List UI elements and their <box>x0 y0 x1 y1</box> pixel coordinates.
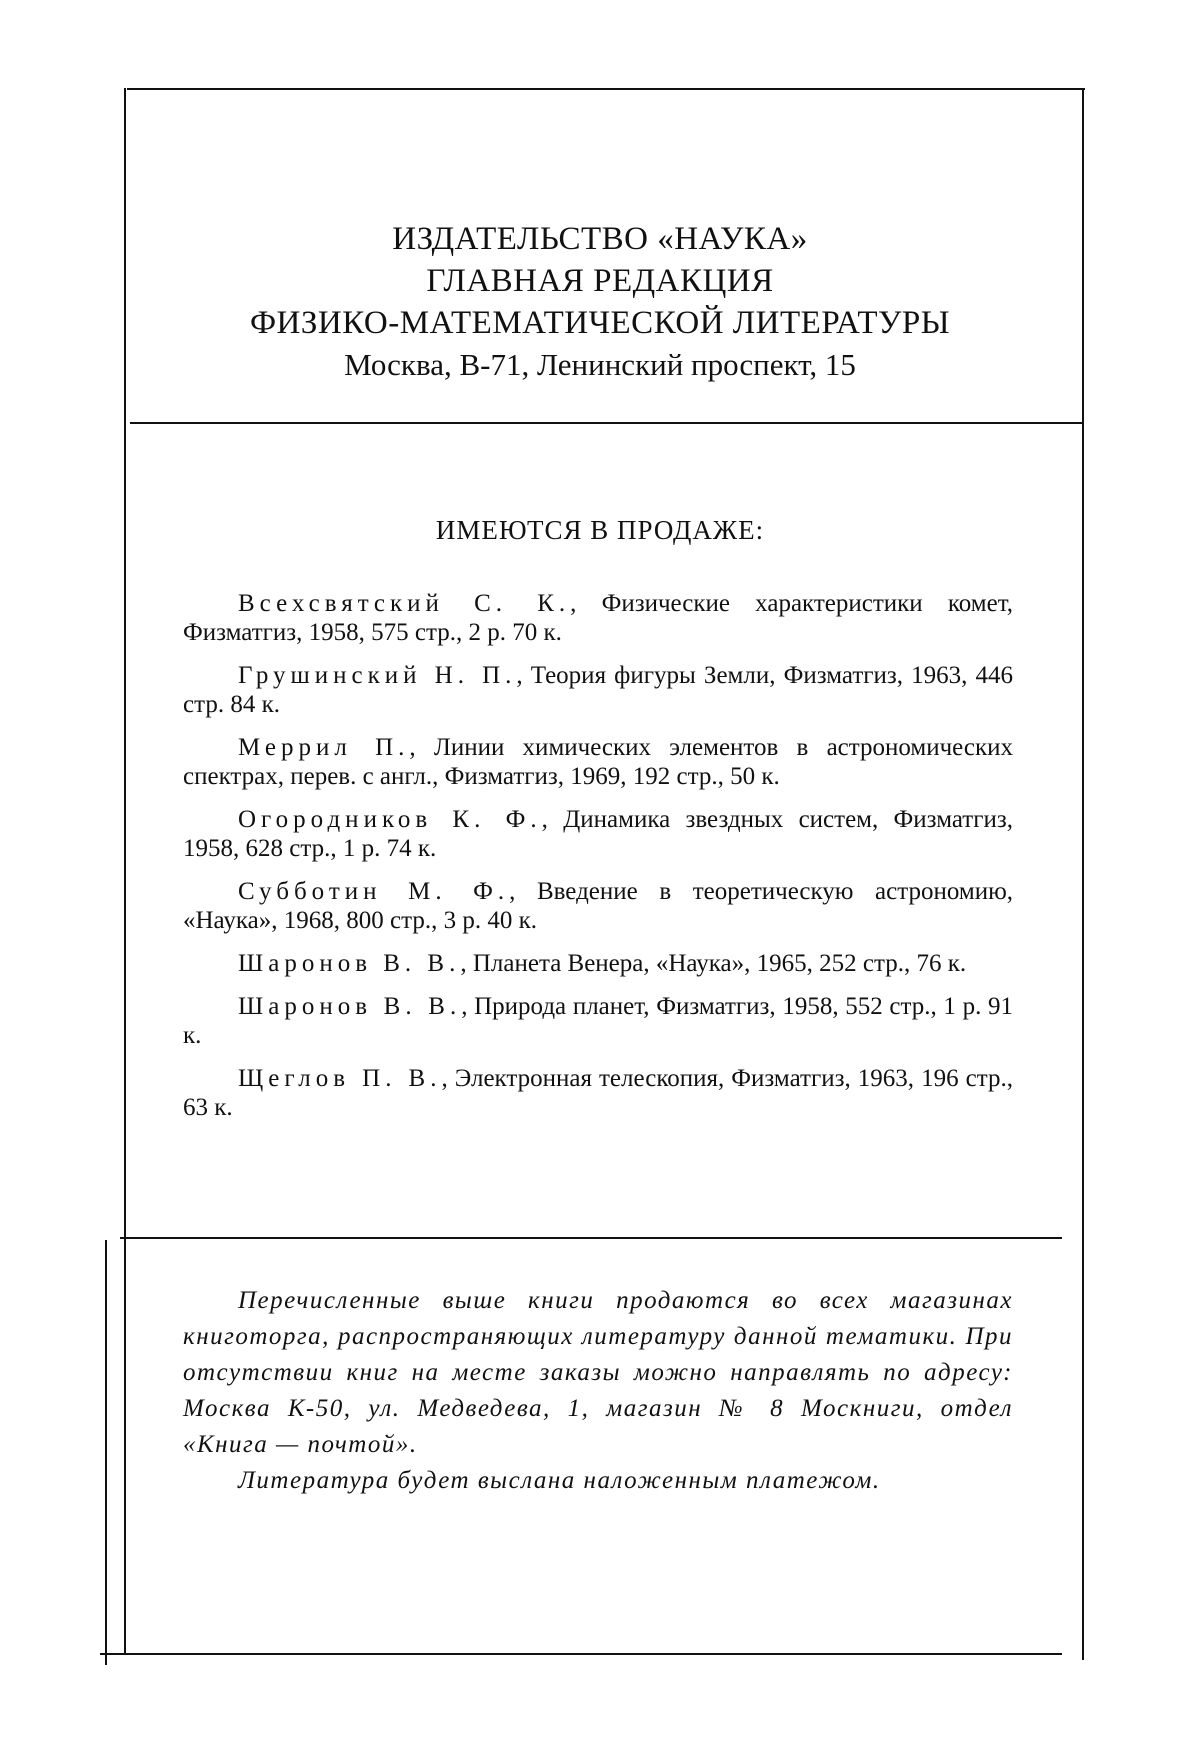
book-entry <box>183 1064 1013 1122</box>
top-border <box>127 88 1085 90</box>
notice-paragraph: Перечисленные выше книги продаются во всех магазинах книготорга, распространяющих литературу данной тематики. При отсутствии книг на месте заказы можно направлять по адресу: Москва К-50, ул. Медведева, 1, магазин № 8 Москниги, отдел «Книга — почтой». <box>183 1287 1013 1458</box>
editorial-office: ГЛАВНАЯ РЕДАКЦИЯ <box>426 263 774 299</box>
book-entry <box>183 877 1013 935</box>
list-divider <box>120 1237 1062 1239</box>
section-title: ИМЕЮТСЯ В ПРОДАЖЕ: <box>435 515 765 545</box>
notice-paragraph: Литература будет выслана наложенным платежом. <box>238 1467 881 1494</box>
left-border <box>124 88 126 1653</box>
left-border-lower <box>105 1240 107 1665</box>
header-divider <box>130 422 1082 424</box>
book-details: , Динамика звездных систем, Физматгиз, 1958, 628 стр., 1 р. 74 к. <box>183 806 1013 862</box>
book-author: Субботин М. Ф. <box>238 878 510 905</box>
book-entry <box>183 992 1013 1050</box>
book-details: , Введение в теоретическую астрономию, «Наука», 1968, 800 стр., 3 р. 40 к. <box>183 878 1014 934</box>
book-author: Шаронов В. В. <box>238 993 462 1020</box>
publisher-name: ИЗДАТЕЛЬСТВО «НАУКА» <box>392 221 808 257</box>
editorial-subject: ФИЗИКО-МАТЕМАТИЧЕСКОЙ ЛИТЕРАТУРЫ <box>249 305 951 341</box>
book-author: Всехсвятский С. К. <box>238 590 571 617</box>
book-details: , Линии химических элементов в астрономических спектрах, перев. с англ., Физматгиз, 1969, 192 стр., 50 к. <box>183 734 1014 790</box>
book-list <box>183 589 1013 1136</box>
bottom-border <box>100 1653 1062 1655</box>
book-details: , Электронная телескопия, Физматгиз, 1963, 196 стр., 63 к. <box>183 1065 1014 1121</box>
book-entry <box>183 589 1013 647</box>
book-details: , Планета Венера, «Наука», 1965, 252 стр., 76 к. <box>460 950 967 977</box>
book-entry <box>183 661 1013 719</box>
book-entry <box>183 805 1013 863</box>
publisher-address: Москва, В-71, Ленинский проспект, 15 <box>344 347 856 382</box>
book-author: Меррил П. <box>238 734 410 761</box>
book-author: Огородников К. Ф. <box>238 806 542 833</box>
publisher-header <box>160 218 1040 386</box>
right-border <box>1082 90 1084 1660</box>
book-author: Щеглов П. В. <box>238 1065 442 1092</box>
book-author: Шаронов В. В. <box>238 950 461 977</box>
ordering-notice <box>183 1283 1013 1499</box>
book-entry <box>183 949 1013 978</box>
book-details: , Теория фигуры Земли, Физматгиз, 1963, 446 стр. 84 к. <box>183 662 1013 718</box>
book-author: Грушинский Н. П. <box>238 662 517 689</box>
book-details: , Природа планет, Физматгиз, 1958, 552 стр., 1 р. 91 к. <box>183 993 1013 1049</box>
book-entry <box>183 733 1013 791</box>
book-details: , Физические характеристики комет, Физматгиз, 1958, 575 стр., 2 р. 70 к. <box>183 590 1013 646</box>
